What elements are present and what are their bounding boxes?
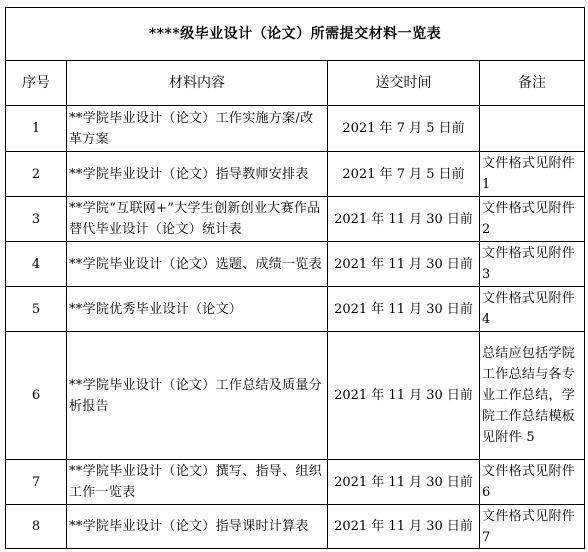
row-deadline: 2021 年 11 月 30 日前 [328,287,480,332]
header-material: 材料内容 [67,61,328,106]
row-deadline: 2021 年 11 月 30 日前 [328,197,480,242]
row-note: 文件格式见附件 6 [480,460,585,505]
row-material: **学院毕业设计（论文）工作总结及质量分析报告 [67,332,328,460]
materials-sheet [5,7,584,548]
row-material: **学院毕业设计（论文）撰写、指导、组织工作一览表 [67,460,328,505]
header-index: 序号 [6,61,67,106]
row-note: 文件格式见附件 7 [480,505,585,549]
row-index: 6 [6,332,67,460]
row-index: 8 [6,505,67,549]
row-index: 5 [6,287,67,332]
table-row [6,152,585,197]
row-material: **学院优秀毕业设计（论文） [67,287,328,332]
row-deadline: 2021 年 7 月 5 日前 [328,152,480,197]
row-note: 文件格式见附件 2 [480,197,585,242]
table-title: ****级毕业设计（论文）所需提交材料一览表 [6,8,585,61]
row-index: 1 [6,106,67,152]
row-index: 3 [6,197,67,242]
row-index: 4 [6,242,67,287]
row-note: 文件格式见附件 3 [480,242,585,287]
row-material: **学院毕业设计（论文）选题、成绩一览表 [67,242,328,287]
row-note: 文件格式见附件 4 [480,287,585,332]
row-material: **学院毕业设计（论文）指导教师安排表 [67,152,328,197]
row-deadline: 2021 年 11 月 30 日前 [328,460,480,505]
table-row [6,287,585,332]
row-material: **学院“互联网+”大学生创新创业大赛作品替代毕业设计（论文）统计表 [67,197,328,242]
header-note: 备注 [480,61,585,106]
row-deadline: 2021 年 11 月 30 日前 [328,505,480,549]
row-index: 2 [6,152,67,197]
row-note: 总结应包括学院工作总结与各专业工作总结，学院工作总结模板见附件 5 [480,332,585,460]
row-deadline: 2021 年 7 月 5 日前 [328,106,480,152]
table-row [6,460,585,505]
table-row [6,197,585,242]
row-deadline: 2021 年 11 月 30 日前 [328,242,480,287]
row-note [480,106,585,152]
header-row [6,61,585,106]
header-deadline: 送交时间 [328,61,480,106]
row-material: **学院毕业设计（论文）工作实施方案/改革方案 [67,106,328,152]
row-note: 文件格式见附件 1 [480,152,585,197]
title-row [6,8,585,61]
materials-table [5,7,585,549]
row-deadline: 2021 年 11 月 30 日前 [328,332,480,460]
table-row [6,106,585,152]
table-row [6,242,585,287]
table-row [6,505,585,549]
table-row [6,332,585,460]
row-material: **学院毕业设计（论文）指导课时计算表 [67,505,328,549]
row-index: 7 [6,460,67,505]
